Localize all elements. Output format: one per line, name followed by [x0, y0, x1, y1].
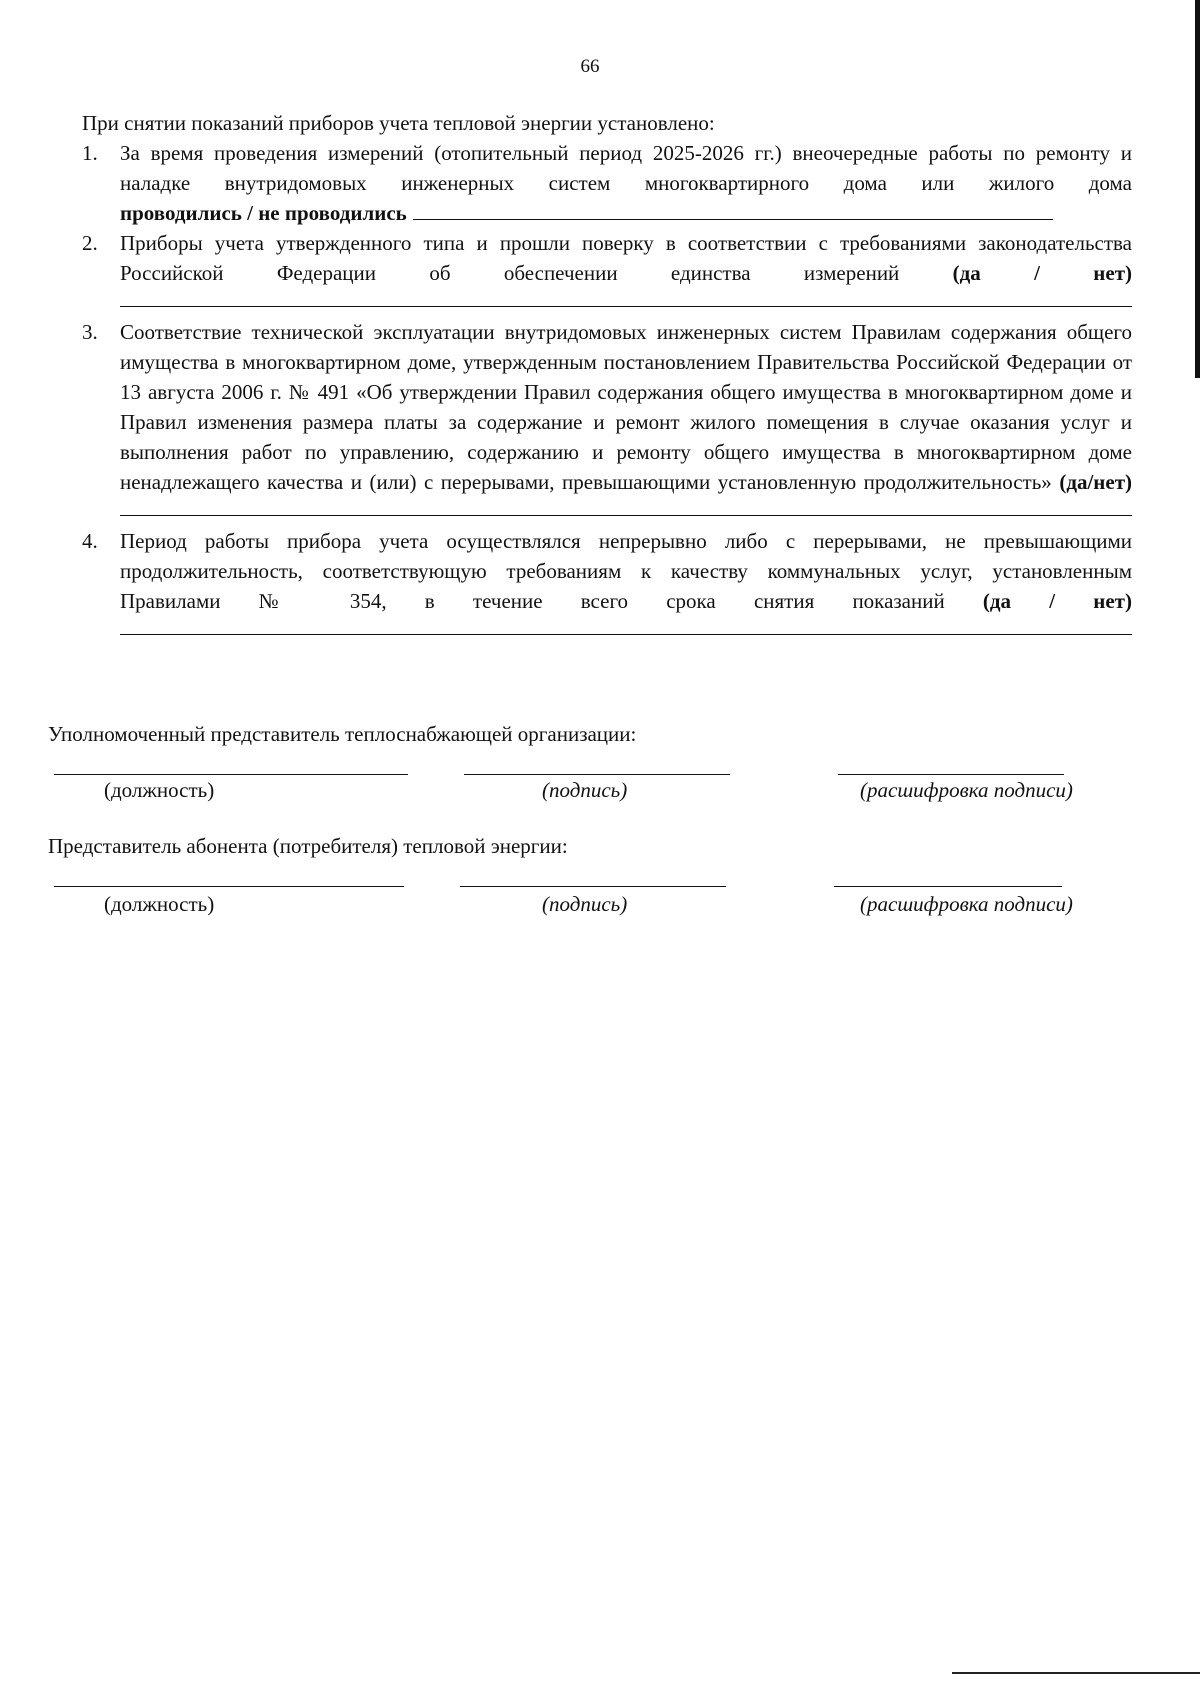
answer-fill-line[interactable] — [413, 199, 1053, 220]
position-caption: (должность) — [104, 892, 215, 916]
item-number: 4. — [82, 529, 98, 553]
item-text: Соответствие технической эксплуатации внутридомовых инженерных систем Правилам содержания общего имущества в многоквартирном доме, утвержденным постановлением Правительства Российской Федерации от 13 августа 2006 г. № 491 «Об утверждении Правил содержания общего имущества в многоквартирном доме и Правил изменения размера платы за содержание и ремонт жилого помещения в случае оказания услуг и выполнения работ по управлению, содержанию и ремонту общего имущества в многоквартирном доме ненадлежащего качества и (или) с перерывами, превышающими установленную продолжительность» (да/нет) — [120, 320, 1133, 494]
item-number: 1. — [82, 141, 98, 165]
signature-caption: (подпись) — [542, 892, 628, 916]
position-line[interactable] — [54, 774, 408, 775]
intro-text: При снятии показаний приборов учета тепловой энергии установлено: — [82, 111, 715, 135]
document-body — [82, 108, 1132, 635]
list-item-2 — [82, 228, 1132, 288]
signature-line[interactable] — [464, 774, 730, 775]
answer-fill-line[interactable] — [120, 497, 1132, 516]
item-text: Приборы учета утвержденного типа и прошли поверку в соответствии с требованиями законодательства Российской Федерации об обеспечении единства измерений (да / нет) — [120, 231, 1132, 285]
position-caption: (должность) — [104, 778, 215, 802]
item-choice: проводились / не проводились — [120, 201, 407, 225]
item-choice: (да/нет) — [1059, 470, 1133, 494]
list-item-4 — [82, 526, 1132, 616]
signature-caption: (подпись) — [542, 778, 628, 802]
signature-title: Уполномоченный представитель теплоснабжающей организации: — [48, 722, 637, 746]
bottom-rule — [952, 1672, 1200, 1674]
item-choice-row — [120, 198, 1132, 228]
position-line[interactable] — [54, 886, 404, 887]
item-choice: (да / нет) — [952, 261, 1132, 285]
decoding-line[interactable] — [838, 774, 1064, 775]
signature-line[interactable] — [460, 886, 726, 887]
decoding-line[interactable] — [834, 886, 1062, 887]
decoding-caption: (расшифровка подписи) — [860, 778, 1073, 802]
page-number: 66 — [580, 56, 600, 77]
answer-fill-line[interactable] — [120, 288, 1132, 307]
list-item-1 — [82, 138, 1132, 228]
item-text: За время проведения измерений (отопительный период 2025-2026 гг.) внеочередные работы по ремонту и наладке внутридомовых инженерных систем многоквартирного дома или жилого дома — [120, 141, 1132, 195]
signature-title: Представитель абонента (потребителя) тепловой энергии: — [48, 834, 568, 858]
item-number: 3. — [82, 320, 98, 344]
item-text: Период работы прибора учета осуществлялся непрерывно либо с перерывами, не превышающими продолжительность, соответствующую требованиям к качеству коммунальных услуг, установленным Правилами № 354, в течение всего срока снятия показаний (да / нет) — [120, 529, 1132, 613]
item-number: 2. — [82, 231, 98, 255]
list-item-3 — [82, 317, 1132, 497]
scan-edge-bar — [1195, 0, 1200, 378]
decoding-caption: (расшифровка подписи) — [860, 892, 1073, 916]
answer-fill-line[interactable] — [120, 616, 1132, 635]
item-choice: (да / нет) — [982, 589, 1132, 613]
